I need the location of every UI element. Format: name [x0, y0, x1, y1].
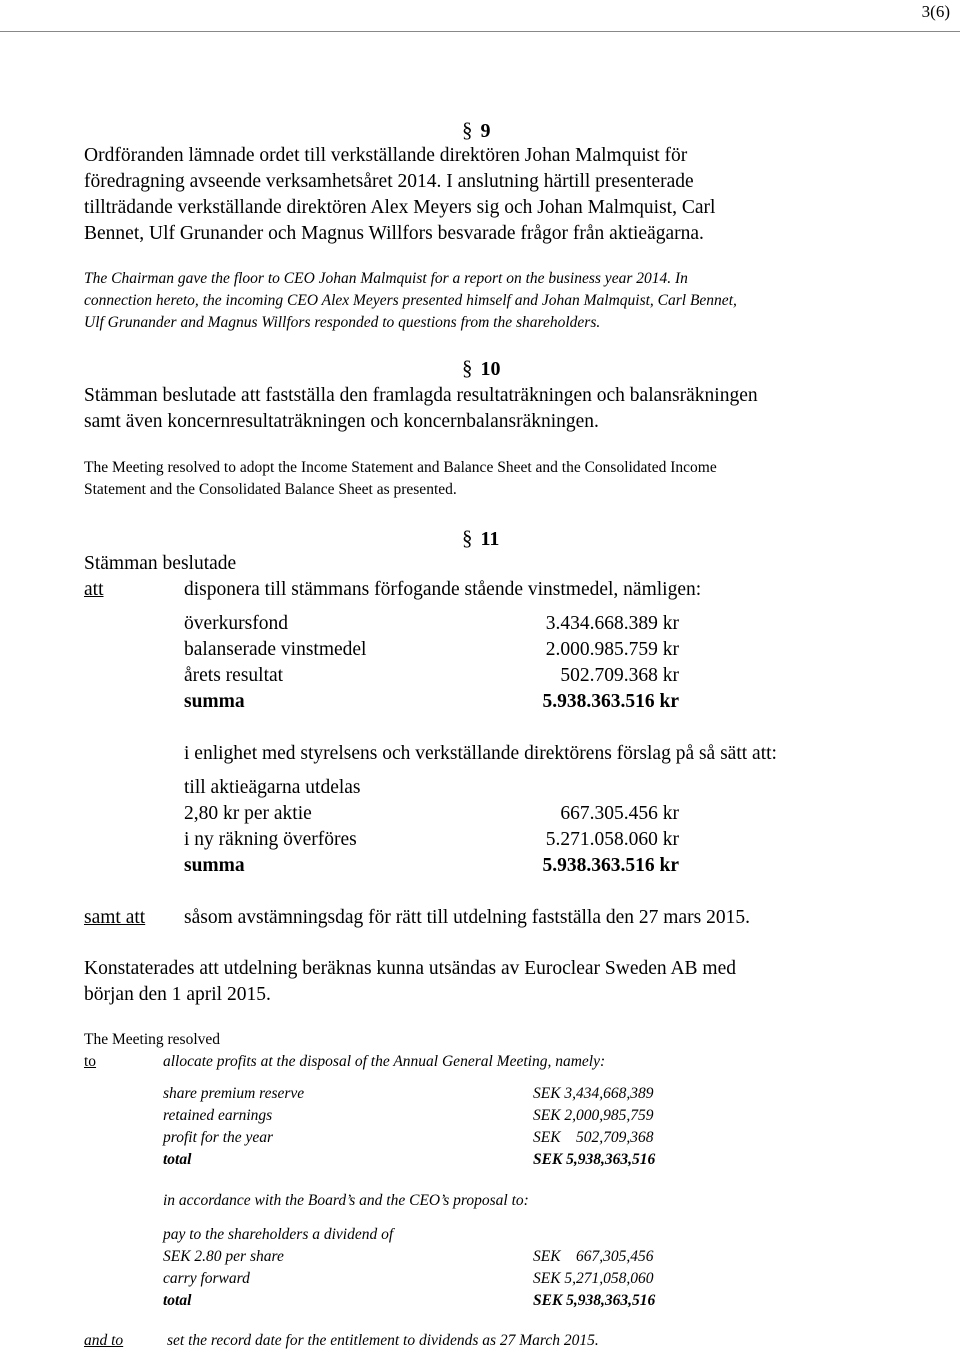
- s11-sv-samt-label: samt att: [84, 907, 146, 928]
- s11-sv-proposal: i enlighet med styrelsens och verkställande direktörens förslag på så sätt att:: [184, 743, 777, 764]
- fund-amount: 2.000.985.759 kr: [545, 639, 679, 660]
- en-dist-total-label: total: [163, 1292, 192, 1309]
- s11-en-to-text: allocate profits at the disposal of the Annual General Meeting, namely:: [163, 1053, 606, 1070]
- header-rule: [0, 31, 960, 32]
- dist-label: 2,80 kr per aktie: [184, 803, 312, 824]
- s11-en-intro: The Meeting resolved: [84, 1031, 221, 1048]
- fund-total-label: summa: [184, 691, 245, 712]
- section-10-sv-line: Stämman beslutade att fastställa den framlagda resultaträkningen och balansräkningen: [84, 385, 758, 406]
- fund-label: balanserade vinstmedel: [184, 639, 367, 660]
- dist-amount: 5.271.058.060 kr: [545, 829, 679, 850]
- section-10-en-line: The Meeting resolved to adopt the Income Statement and Balance Sheet and the Consolidated Income: [84, 459, 717, 476]
- section-9-en-line: The Chairman gave the floor to CEO Johan Malmquist for a report on the business year 2014. In: [84, 270, 688, 287]
- en-dist-label: SEK 2.80 per share: [163, 1248, 284, 1265]
- s11-sv-note-line: Konstaterades att utdelning beräknas kunna utsändas av Euroclear Sweden AB med: [84, 958, 736, 979]
- s11-en-andto-label: and to: [84, 1332, 124, 1349]
- en-dist-amount: SEK 667,305,456: [533, 1248, 654, 1265]
- section-9-heading: § 9: [462, 118, 491, 142]
- en-fund-label: profit for the year: [163, 1129, 274, 1146]
- fund-label: årets resultat: [184, 665, 284, 686]
- section-9-sv-line: Ordföranden lämnade ordet till verkställande direktören Johan Malmquist för: [84, 145, 688, 166]
- fund-label: överkursfond: [184, 613, 288, 634]
- section-9-sv-line: tillträdande verkställande direktören Alex Meyers sig och Johan Malmquist, Carl: [84, 197, 716, 218]
- dist-total-amount: 5.938.363.516 kr: [542, 855, 679, 876]
- section-9-en-line: connection hereto, the incoming CEO Alex Meyers presented himself and Johan Malmquist, Carl Bennet,: [84, 292, 737, 309]
- dist-label: i ny räkning överföres: [184, 829, 357, 850]
- en-dist-label: carry forward: [163, 1270, 250, 1287]
- s11-sv-samt-text: såsom avstämningsdag för rätt till utdelning fastställa den 27 mars 2015.: [184, 907, 750, 928]
- section-9-en-line: Ulf Grunander and Magnus Willfors responded to questions from the shareholders.: [84, 314, 601, 331]
- s11-en-proposal: in accordance with the Board’s and the CEO’s proposal to:: [163, 1192, 529, 1209]
- s11-sv-att-text: disponera till stämmans förfogande stående vinstmedel, nämligen:: [184, 579, 702, 600]
- section-11-heading: § 11: [462, 526, 500, 550]
- section-10-heading: § 10: [462, 356, 501, 380]
- section-10-sv-line: samt även koncernresultaträkningen och koncernbalansräkningen.: [84, 411, 599, 432]
- section-9-sv-line: Bennet, Ulf Grunander och Magnus Willfors besvarade frågor från aktieägarna.: [84, 223, 704, 244]
- s11-sv-att-label: att: [84, 579, 104, 600]
- en-fund-amount: SEK 2,000,985,759: [533, 1107, 654, 1124]
- dist-amount: 667.305.456 kr: [560, 803, 679, 824]
- fund-amount: 502.709.368 kr: [560, 665, 679, 686]
- s11-en-andto-text: set the record date for the entitlement to dividends as 27 March 2015.: [167, 1332, 599, 1349]
- page-number: 3(6): [921, 2, 950, 21]
- s11-en-dist-intro: pay to the shareholders a dividend of: [163, 1226, 394, 1243]
- s11-en-to-label: to: [84, 1053, 97, 1070]
- en-fund-amount: SEK 3,434,668,389: [533, 1085, 654, 1102]
- en-dist-amount: SEK 5,271,058,060: [533, 1270, 654, 1287]
- s11-sv-intro: Stämman beslutade: [84, 553, 237, 574]
- en-fund-label: retained earnings: [163, 1107, 273, 1124]
- fund-amount: 3.434.668.389 kr: [545, 613, 679, 634]
- en-fund-total-label: total: [163, 1151, 192, 1168]
- dist-total-label: summa: [184, 855, 245, 876]
- en-fund-label: share premium reserve: [163, 1085, 305, 1102]
- en-fund-amount: SEK 502,709,368: [533, 1129, 654, 1146]
- en-fund-total-amount: SEK 5,938,363,516: [533, 1151, 656, 1168]
- section-10-en-line: Statement and the Consolidated Balance Sheet as presented.: [84, 481, 457, 498]
- fund-total-amount: 5.938.363.516 kr: [542, 691, 679, 712]
- en-dist-total-amount: SEK 5,938,363,516: [533, 1292, 656, 1309]
- s11-sv-note-line: början den 1 april 2015.: [84, 984, 271, 1005]
- s11-sv-dist-intro: till aktieägarna utdelas: [184, 777, 361, 798]
- section-9-sv-line: föredragning avseende verksamhetsåret 2014. I anslutning härtill presenterade: [84, 171, 694, 192]
